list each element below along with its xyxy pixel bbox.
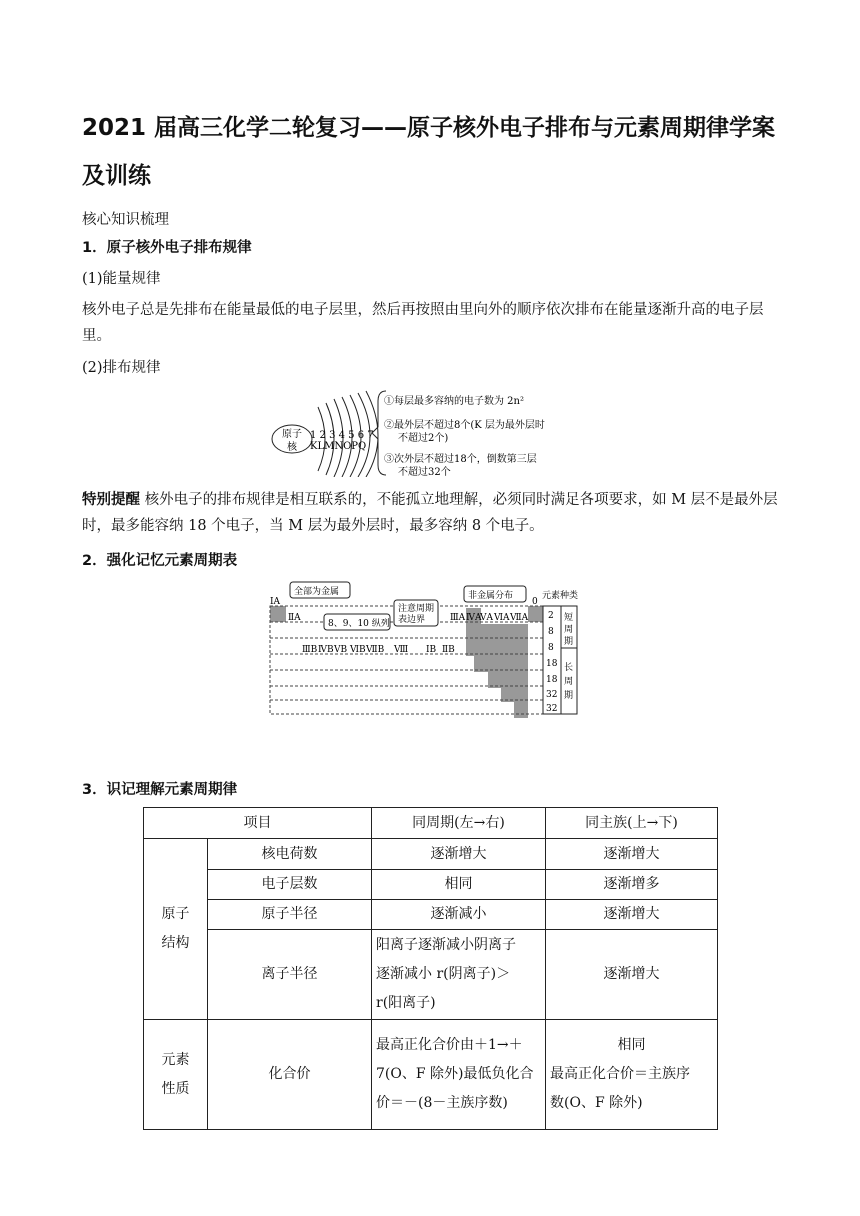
table-cell: 逐渐增大 [546,930,718,1020]
group-4a: ⅣA [466,613,482,623]
group-7b: ⅦB [366,645,385,655]
table-cell-valence: 最高正化合价由＋1→＋ 7(O、F 除外)最低负化合 价＝－(8－主族序数) [372,1020,546,1130]
count-6: 32 [546,690,558,700]
row-label: 离子半径 [208,930,372,1020]
table-cell-ion: 阳离子逐渐减小阴离子 逐渐减小 r(阴离子)＞ r(阳离子) [372,930,546,1020]
group-label-structure: 原子 结构 [144,839,208,1020]
rule-3: ③次外层不超过18个，倒数第三层 [384,454,537,465]
table-header-period: 同周期(左→右) [372,808,546,839]
rule-1: ①每层最多容纳的电子数为 2n² [384,396,524,407]
label-all-metal: 全部为金属 [294,587,340,597]
group-0: 0 [532,597,538,607]
table-cell-valence-group: 相同 最高正化合价＝主族序 数(O、F 除外) [546,1020,718,1130]
label-columns: 8、9、10 纵列 [328,619,390,629]
shell-numbers: 1 2 3 4 5 6 7 [310,430,374,441]
group-5b: ⅤB [334,645,348,655]
group-2b: ⅡB [442,645,455,655]
count-5: 18 [546,675,558,685]
row-label: 原子半径 [208,900,372,930]
rule-2b: 不超过2个) [398,433,449,444]
label-element-kinds: 元素种类 [542,591,579,601]
page-title: 2021 届高三化学二轮复习——原子核外电子排布与元素周期律学案及训练 [82,115,776,189]
section-1-heading: 1．原子核外电子排布规律 [82,240,252,256]
tip-paragraph [82,487,782,539]
section-1a-heading: (1)能量规律 [82,271,161,287]
row-label: 化合价 [208,1020,372,1130]
long-1: 长 [564,663,574,673]
long-3: 期 [564,691,574,701]
table-cell: 逐渐增多 [546,870,718,900]
nucleus-label-2: 核 [287,442,297,453]
label-boundary-1: 注意周期 [398,604,435,614]
tip-text: 核外电子的排布规律是相互联系的，不能孤立地理解，必须同时满足各项要求，如 M 层不是最外层时，最多能容纳 18 个电子，当 M 层为最外层时，最多容纳 8 个电子。 [82,492,778,534]
count-7: 32 [546,704,558,714]
count-4: 18 [546,659,558,669]
section-1a-text: 核外电子总是先排布在能量最低的电子层里，然后再按照由里向外的顺序依次排布在能量逐渐升高的电子层里。 [82,302,764,344]
label-boundary-2: 表边界 [398,615,426,625]
group-1b: ⅠB [426,645,437,655]
table-header-item: 项目 [144,808,372,839]
long-2: 周 [564,677,574,687]
shell-letters: KLMNOPQ [310,441,367,452]
tip-label: 特别提醒 [82,492,140,508]
rule-3b: 不超过32个 [398,467,451,477]
group-5a: ⅤA [480,613,493,623]
table-header-group: 同主族(上→下) [546,808,718,839]
count-3: 8 [548,643,554,653]
short-1: 短 [564,613,574,623]
group-1a: ⅠA [270,597,281,607]
group-4b: ⅣB [318,645,334,655]
short-2: 周 [564,625,574,635]
table-cell: 逐渐增大 [546,839,718,870]
group-8: Ⅷ [394,645,409,655]
short-3: 期 [564,637,574,647]
rule-2: ②最外层不超过8个(K 层为最外层时 [384,420,545,431]
nucleus-label-1: 原子 [282,429,302,440]
table-cell: 逐渐减小 [372,900,546,930]
table-cell: 相同 [372,870,546,900]
group-6a: ⅥA [494,613,510,623]
row-label: 电子层数 [208,870,372,900]
group-2a: ⅡA [288,613,301,623]
group-6b: ⅥB [350,645,366,655]
count-1: 2 [548,611,554,621]
label-nonmetal: 非金属分布 [468,591,514,601]
periodic-table-diagram [266,578,606,718]
section-2-heading: 2．强化记忆元素周期表 [82,553,238,569]
group-3b: ⅢB [302,645,318,655]
electron-shell-diagram [270,387,590,477]
group-7a: ⅦA [510,613,529,623]
section-1b-heading: (2)排布规律 [82,360,161,376]
table-cell: 逐渐增大 [372,839,546,870]
periodic-law-table [143,807,718,1130]
table-cell: 逐渐增大 [546,900,718,930]
row-label: 核电荷数 [208,839,372,870]
count-2: 8 [548,627,554,637]
section-3-heading: 3．识记理解元素周期律 [82,782,238,798]
group-label-property: 元素 性质 [144,1020,208,1130]
group-3a: ⅢA [450,613,466,623]
section-core: 核心知识梳理 [82,212,169,228]
